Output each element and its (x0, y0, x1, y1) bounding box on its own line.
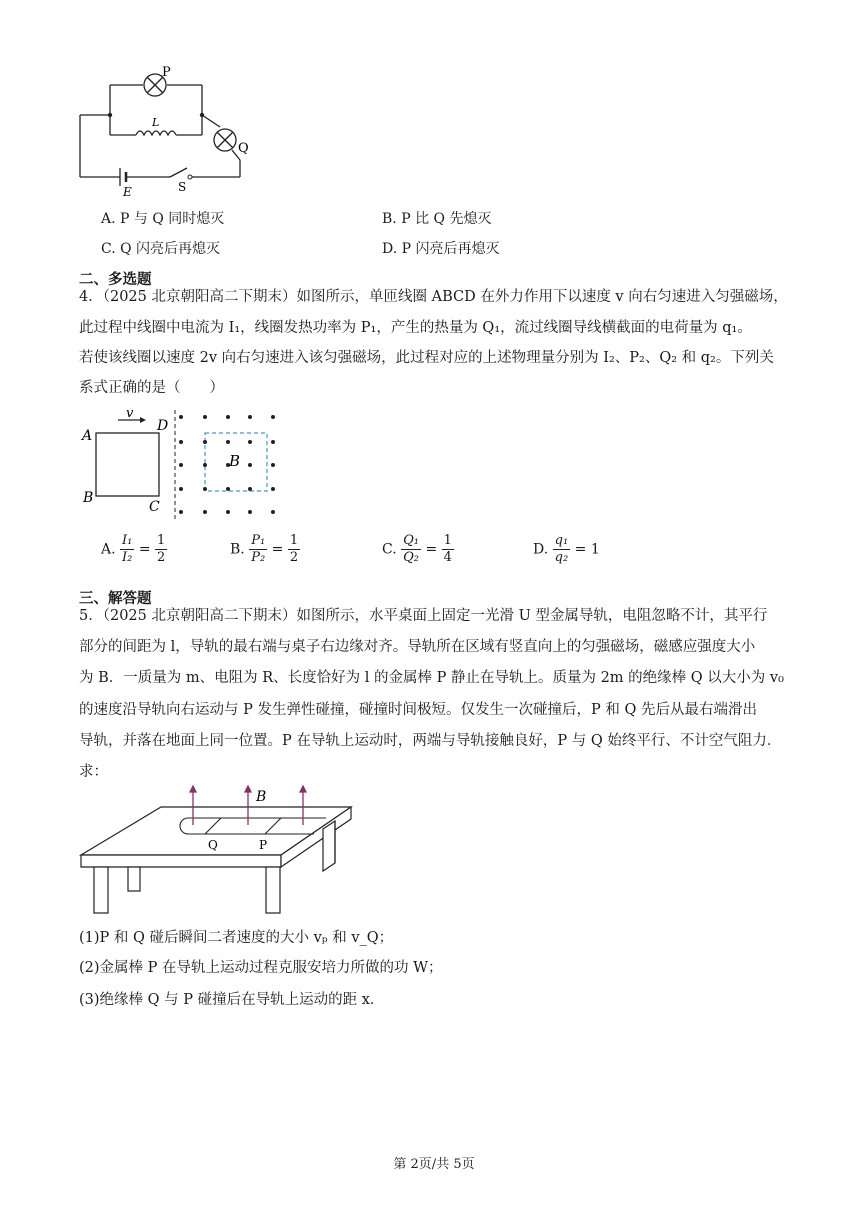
section-heading-solution: 三、解答题 (79, 591, 152, 607)
vertex-b-label: B (83, 490, 94, 506)
lamp-p-label: P (162, 65, 171, 80)
page-footer: 第 2页/共 5页 (393, 1157, 475, 1172)
q4-text-line: 4．（2025 北京朝阳高二下期末）如图所示，单匝线圈 ABCD 在外力作用下以速度 v 向右匀速进入匀强磁场， (79, 289, 788, 305)
q4-option-b[interactable]: B. $\frac{\text{P₁}}{\text{P₂}}$ = $\frac{1}{2}$ (230, 533, 299, 565)
q4-option-a[interactable]: A. $\frac{\text{I₁}}{\text{I₂}}$ = $\frac{1}{2}$ (101, 533, 166, 565)
velocity-label: v (126, 406, 134, 421)
circuit-figure (70, 60, 270, 200)
q5-part-3: (3)绝缘棒 Q 与 P 碰撞后在导轨上运动的距 x． (79, 992, 385, 1008)
q4-text-line: 此过程中线圈中电流为 I₁，线圈发热功率为 P₁，产生的热量为 Q₁，流过线圈导线横截面的电荷量为 q₁。 (79, 320, 752, 336)
vertex-d-label: D (157, 418, 169, 434)
q5-text-line: 求： (79, 764, 108, 780)
lamp-q-label: Q (238, 141, 249, 156)
q5-text-line: 导轨，并落在地面上同一位置。P 在导轨上运动时，两端与导轨接触良好，P 与 Q 始终平行、不计空气阻力． (79, 733, 782, 749)
switch-label: S (178, 180, 187, 194)
rod-q-label: Q (208, 838, 218, 852)
field-b-label: B (256, 789, 267, 805)
q4-text-line: 系式正确的是（ ） (79, 380, 224, 396)
table-rail-figure (76, 785, 366, 920)
q4-option-c[interactable]: C. $\frac{\text{Q₁}}{\text{Q₂}}$ = $\frac{1}{4}$ (382, 533, 452, 565)
section-heading-multiple-choice: 二、多选题 (79, 272, 152, 288)
q3-option-a[interactable]: A. P 与 Q 同时熄灭 (101, 211, 225, 227)
q3-option-c[interactable]: C. Q 闪亮后再熄灭 (101, 241, 221, 257)
q4-option-d[interactable]: D. $\frac{\text{q₁}}{\text{q₂}}$ = 1 (533, 533, 600, 565)
q4-text-line: 若使该线圈以速度 2v 向右匀速进入该匀强磁场，此过程对应的上述物理量分别为 I₂、P₂、Q₂ 和 q₂。下列关 (79, 350, 774, 366)
q5-text-line: 部分的间距为 l，导轨的最右端与桌子右边缘对齐。导轨所在区域有竖直向上的匀强磁场，磁感应强度大小 (79, 639, 756, 655)
field-label: B (229, 452, 241, 470)
battery-label: E (123, 185, 132, 199)
q5-text-line: 5．（2025 北京朝阳高二下期末）如图所示，水平桌面上固定一光滑 U 型金属导轨，电阻忽略不计，其平行 (79, 608, 768, 624)
rod-p-label: P (259, 838, 268, 852)
coil-field-figure (78, 405, 288, 525)
q5-text-line: 的速度沿导轨向右运动与 P 发生弹性碰撞，碰撞时间极短。仅发生一次碰撞后，P 和 Q 先后从最右端滑出 (79, 702, 757, 718)
q5-part-1: (1)P 和 Q 碰后瞬间二者速度的大小 vₚ 和 v_Q； (79, 930, 394, 946)
vertex-c-label: C (149, 499, 160, 515)
inductor-label: L (152, 116, 160, 129)
q3-option-b[interactable]: B. P 比 Q 先熄灭 (382, 211, 492, 227)
vertex-a-label: A (82, 428, 93, 444)
q5-part-2: (2)金属棒 P 在导轨上运动过程克服安培力所做的功 W； (79, 960, 443, 976)
q3-option-d[interactable]: D. P 闪亮后再熄灭 (382, 241, 500, 257)
q5-text-line: 为 B．一质量为 m、电阻为 R、长度恰好为 l 的金属棒 P 静止在导轨上。质量为 2m 的绝缘棒 Q 以大小为 v₀ (79, 670, 784, 686)
